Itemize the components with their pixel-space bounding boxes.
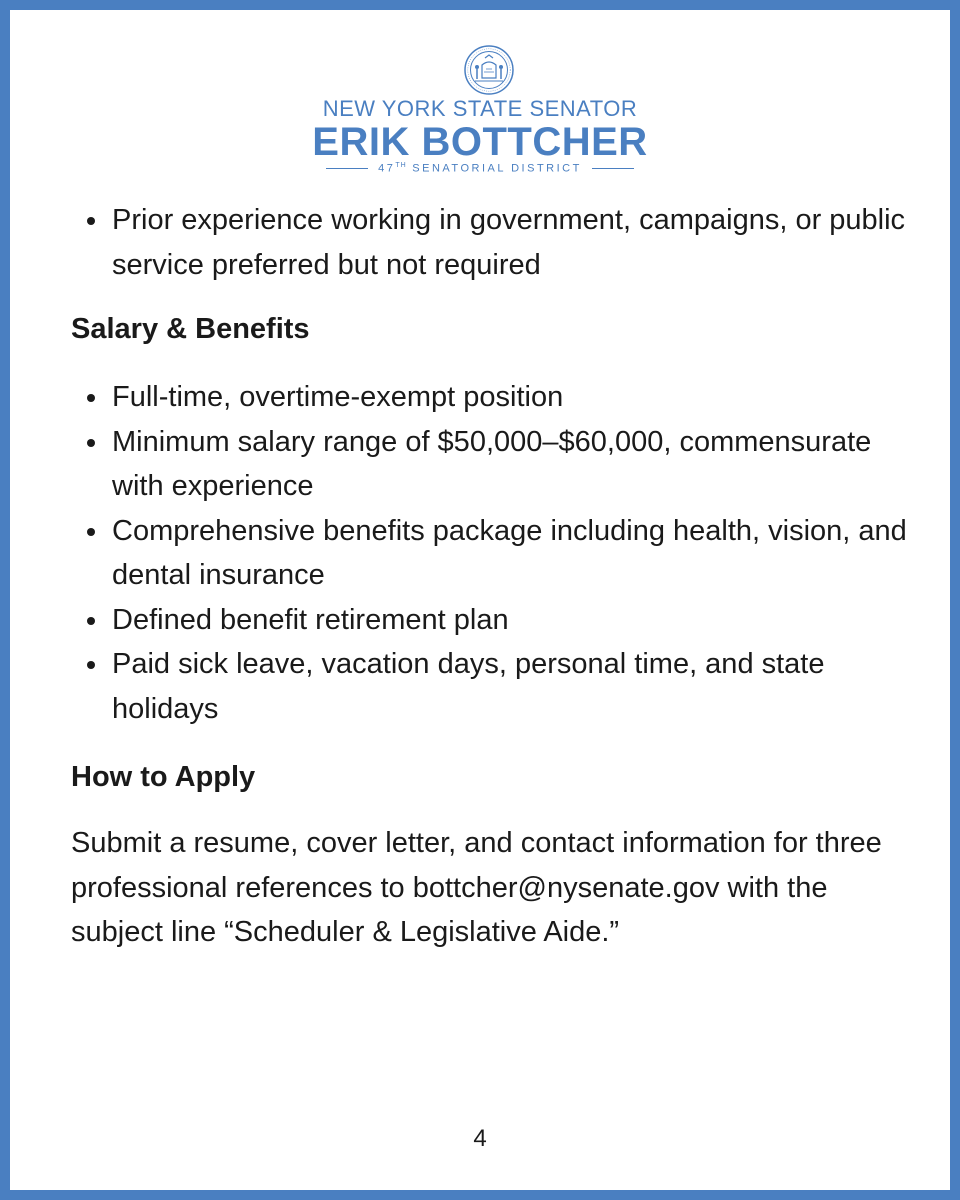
section-heading-salary: Salary & Benefits xyxy=(71,313,310,345)
list-item: Prior experience working in government, campaigns, or public service preferred but not required xyxy=(112,198,911,287)
divider xyxy=(592,168,634,169)
senator-name: ERIK BOTTCHER xyxy=(312,120,648,164)
district-label: SENATORIAL DISTRICT xyxy=(412,162,582,175)
district-line xyxy=(10,162,950,175)
list-item: Comprehensive benefits package including health, vision, and dental insurance xyxy=(112,509,911,598)
divider xyxy=(326,168,368,169)
list-item: Full-time, overtime-exempt position xyxy=(112,375,911,420)
page-frame xyxy=(10,10,950,1190)
document-body xyxy=(71,198,911,955)
district-text xyxy=(378,162,582,175)
district-number: 47 xyxy=(378,162,396,175)
nys-seal-icon xyxy=(464,45,514,95)
list-item: Paid sick leave, vacation days, personal time, and state holidays xyxy=(112,642,911,731)
requirements-list xyxy=(71,198,911,287)
letterhead xyxy=(10,10,950,190)
salary-list xyxy=(71,375,911,731)
section-heading-apply: How to Apply xyxy=(71,761,256,793)
senator-title: NEW YORK STATE SENATOR xyxy=(322,96,638,121)
list-item: Minimum salary range of $50,000–$60,000, commensurate with experience xyxy=(112,420,911,509)
apply-instructions: Submit a resume, cover letter, and contact information for three professional references to bottcher@nysenate.gov with the subject line “Scheduler & Legislative Aide.” xyxy=(71,827,882,948)
page-number: 4 xyxy=(473,1125,487,1152)
list-item: Defined benefit retirement plan xyxy=(112,598,911,643)
district-ordinal: TH xyxy=(395,162,407,169)
